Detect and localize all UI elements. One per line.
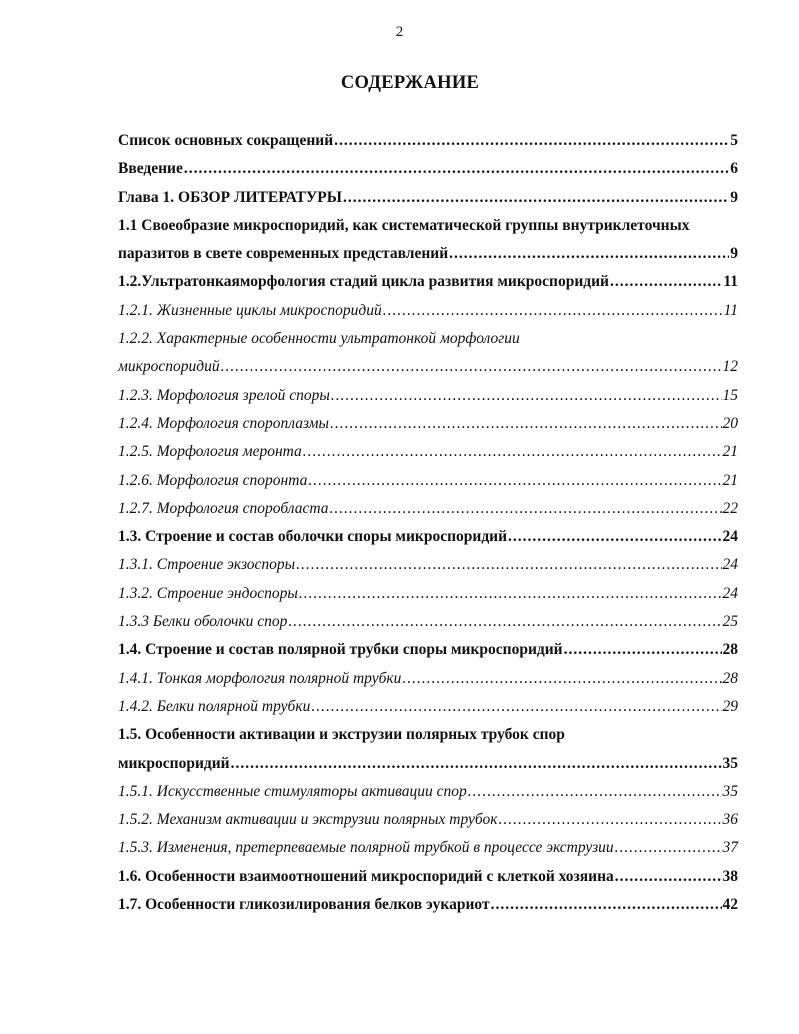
toc-entry-title: 1.3.3 Белки оболочки спор xyxy=(118,613,288,631)
toc-entry-page: 21 xyxy=(722,443,738,461)
dot-leader xyxy=(383,302,723,320)
toc-entry-title: 1.3.2. Строение эндоспоры xyxy=(118,584,298,602)
toc-entry-title: Глава 1. ОБЗОР ЛИТЕРАТУРЫ xyxy=(118,188,342,206)
dot-leader xyxy=(288,613,721,631)
dot-leader xyxy=(615,839,722,857)
toc-entry-page: 15 xyxy=(722,386,738,404)
toc-entry xyxy=(118,387,738,415)
toc-entry-page: 35 xyxy=(722,782,738,800)
toc-entry xyxy=(118,726,738,754)
toc-entry xyxy=(118,443,738,471)
toc-entry-page: 22 xyxy=(722,499,738,517)
toc-entry xyxy=(118,613,738,641)
toc-entry-title: 1.2.7. Морфология споробласта xyxy=(118,499,329,517)
toc-entry xyxy=(118,839,738,867)
toc-entry xyxy=(118,415,738,443)
dot-leader xyxy=(330,415,721,433)
toc-entry xyxy=(118,132,738,160)
toc-entry-page: 25 xyxy=(722,613,738,631)
toc-entry-page: 36 xyxy=(722,811,738,829)
dot-leader xyxy=(184,160,729,178)
dot-leader xyxy=(615,868,722,886)
toc-entry-title: 1.2.1. Жизненные циклы микроспоридий xyxy=(118,301,382,319)
toc-entry xyxy=(118,868,738,896)
toc-entry xyxy=(118,217,738,245)
dot-leader xyxy=(303,443,722,461)
toc-entry xyxy=(118,698,738,726)
dot-leader xyxy=(331,387,722,405)
toc-entry-title: 1.2.3. Морфология зрелой споры xyxy=(118,386,330,404)
dot-leader xyxy=(311,698,721,716)
toc-entry-title: 1.2.5. Морфология меронта xyxy=(118,443,302,461)
toc-entry xyxy=(118,500,738,528)
toc-entry-page: 24 xyxy=(722,556,738,574)
toc-entry-page: 11 xyxy=(723,273,738,291)
toc-entry-title: 1.2.Ультратонкаяморфология стадий цикла развития микроспоридий xyxy=(118,273,609,291)
toc-entry-page: 20 xyxy=(722,414,738,432)
toc-entry-title: 1.2.2. Характерные особенности ультратонкой морфологии xyxy=(118,330,520,348)
toc-entry xyxy=(118,189,738,217)
toc-entry xyxy=(118,755,738,783)
toc-entry xyxy=(118,556,738,584)
toc-entry xyxy=(118,670,738,698)
toc-entry-title: 1.5.1. Искусственные стимуляторы активации спор xyxy=(118,782,467,800)
toc-entry-title: 1.4.2. Белки полярной трубки xyxy=(118,697,311,715)
toc-entry-title: 1.5.2. Механизм активации и экструзии полярных трубок xyxy=(118,811,498,829)
toc-entry xyxy=(118,783,738,811)
dot-leader xyxy=(564,641,722,659)
toc-entry-page: 28 xyxy=(722,641,738,659)
dot-leader xyxy=(329,500,721,518)
dot-leader xyxy=(610,273,722,291)
toc-entry-page: 21 xyxy=(722,471,738,489)
toc-entry xyxy=(118,585,738,613)
toc-entry xyxy=(118,811,738,839)
toc-entry-page: 29 xyxy=(722,697,738,715)
page-number: 2 xyxy=(395,24,404,40)
dot-leader xyxy=(343,189,729,207)
toc-entry-title: 1.1 Своеобразие микроспоридий, как систематической группы внутриклеточных xyxy=(118,216,690,234)
toc-entry-title: 1.7. Особенности гликозилирования белков эукариот xyxy=(118,896,490,914)
toc-entry-title: 1.6. Особенности взаимоотношений микроспоридий с клеткой хозяина xyxy=(118,867,614,885)
toc-entry xyxy=(118,472,738,500)
toc-entry xyxy=(118,160,738,188)
dot-leader xyxy=(308,472,721,490)
dot-leader xyxy=(299,585,722,603)
toc-entry-title: 1.5. Особенности активации и экструзии полярных трубок спор xyxy=(118,726,565,744)
toc-entry xyxy=(118,641,738,669)
toc-entry-title: 1.3.1. Строение экзоспоры xyxy=(118,556,296,574)
toc-entry-page: 12 xyxy=(722,358,738,376)
toc-entry-title: микроспоридий xyxy=(118,754,230,772)
toc-entry xyxy=(118,330,738,358)
toc-entry-page: 37 xyxy=(722,839,738,857)
toc-entry-page: 28 xyxy=(722,669,738,687)
toc-entry-page: 5 xyxy=(730,132,738,149)
dot-leader xyxy=(402,670,721,688)
table-of-contents xyxy=(118,132,738,924)
dot-leader xyxy=(334,132,729,150)
dot-leader xyxy=(491,896,722,914)
dot-leader xyxy=(449,245,729,263)
toc-entry-title: Список основных сокращений xyxy=(118,132,334,149)
toc-entry-page: 9 xyxy=(730,245,738,263)
toc-entry-title: 1.5.3. Изменения, претерпеваемые полярной трубкой в процессе экструзии xyxy=(118,839,614,857)
toc-entry-page: 24 xyxy=(722,528,738,546)
toc-entry-title: 1.3. Строение и состав оболочки споры микроспоридий xyxy=(118,528,508,546)
page-title: СОДЕРЖАНИЕ xyxy=(340,73,480,93)
toc-entry-title: 1.4.1. Тонкая морфология полярной трубки xyxy=(118,669,402,687)
toc-entry-title: 1.2.4. Морфология спороплазмы xyxy=(118,414,330,432)
dot-leader xyxy=(498,811,721,829)
toc-entry xyxy=(118,528,738,556)
toc-entry-page: 35 xyxy=(722,754,738,772)
dot-leader xyxy=(468,783,722,801)
toc-entry-title: паразитов в свете современных представлений xyxy=(118,245,449,263)
toc-entry-page: 11 xyxy=(723,301,738,319)
dot-leader xyxy=(296,556,721,574)
toc-entry xyxy=(118,896,738,924)
toc-entry-title: 1.2.6. Морфология споронта xyxy=(118,471,308,489)
toc-entry xyxy=(118,245,738,273)
dot-leader xyxy=(231,755,722,773)
toc-entry xyxy=(118,358,738,386)
toc-entry xyxy=(118,302,738,330)
toc-entry-page: 24 xyxy=(722,584,738,602)
dot-leader xyxy=(221,358,722,376)
toc-entry-title: 1.4. Строение и состав полярной трубки споры микроспоридий xyxy=(118,641,563,659)
toc-entry-page: 38 xyxy=(722,867,738,885)
toc-entry-title: микроспоридий xyxy=(118,358,220,376)
toc-entry xyxy=(118,273,738,301)
toc-entry-page: 6 xyxy=(730,160,738,178)
toc-entry-page: 9 xyxy=(730,188,738,206)
toc-entry-title: Введение xyxy=(118,160,183,178)
toc-entry-page: 42 xyxy=(722,896,738,914)
dot-leader xyxy=(508,528,721,546)
